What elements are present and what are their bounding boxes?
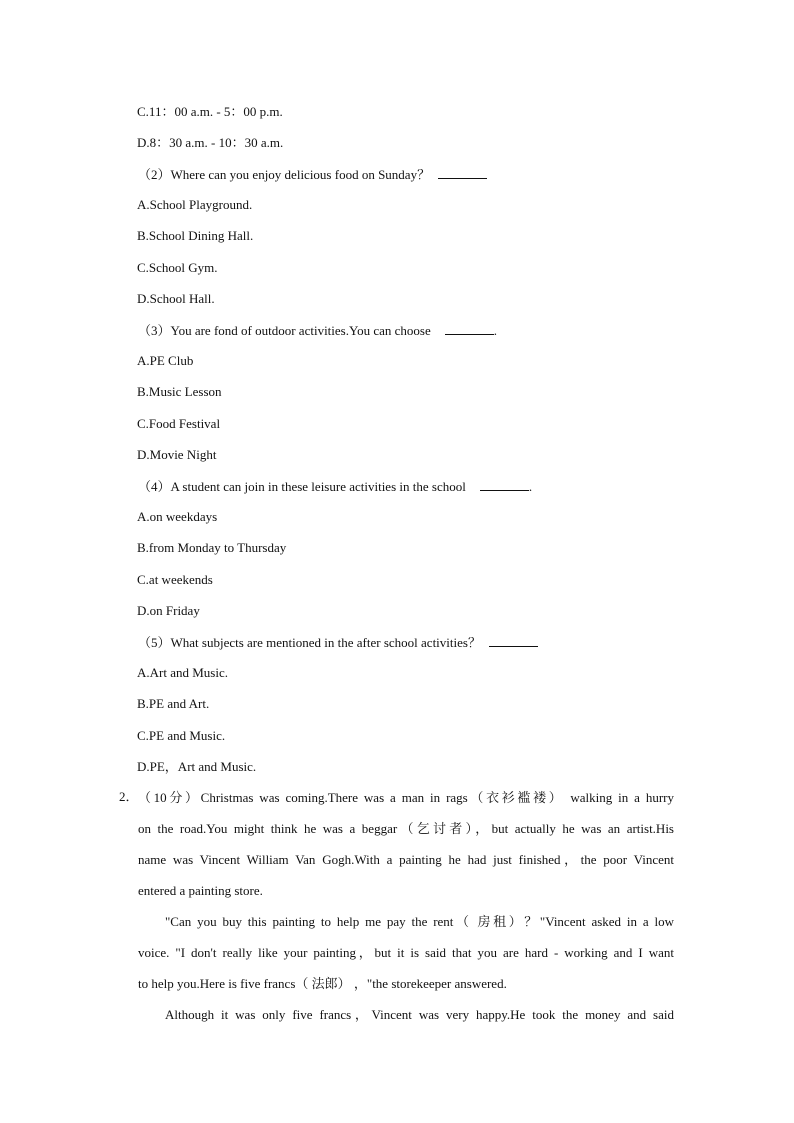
- q4-stem-text: （4）A student can join in these leisure activities in the school: [138, 479, 466, 494]
- q5-option-b: B.PE and Art.: [137, 696, 210, 711]
- reading-passage: [138, 782, 674, 1030]
- passage-line: "Can you buy this painting to help me pay the rent（ 房租）？"Vincent asked in a low: [165, 914, 674, 929]
- q5-option-c: C.PE and Music.: [137, 728, 226, 743]
- q2-answer-blank[interactable]: [438, 166, 487, 179]
- passage-line: name was Vincent William Van Gogh.With a painting he had just finished，the poor Vincent: [138, 852, 674, 867]
- q2-stem: [138, 166, 487, 182]
- q4-stem: [138, 478, 532, 494]
- passage-line: voice. "I don't really like your painting，but it is said that you are hard - working and I want: [138, 945, 674, 960]
- q2-stem-text: （2）Where can you enjoy delicious food on Sunday？: [138, 167, 431, 182]
- q5-answer-blank[interactable]: [489, 634, 538, 647]
- passage-line: （10分）Christmas was coming.There was a man in rags（衣衫褴褛） walking in a hurry: [138, 790, 674, 805]
- q2-option-c: C.School Gym.: [137, 260, 218, 275]
- q3-option-c: C.Food Festival: [137, 416, 221, 431]
- q5-option-d: D.PE，Art and Music.: [137, 759, 257, 774]
- question-number: 2．: [119, 789, 139, 804]
- q5-stem-text: （5）What subjects are mentioned in the after school activities？: [138, 635, 481, 650]
- q4-option-a: A.on weekdays: [137, 509, 218, 524]
- q3-stem-tail: .: [493, 323, 497, 338]
- q4-answer-blank[interactable]: [480, 478, 529, 491]
- passage-line: entered a painting store.: [138, 883, 263, 898]
- q1-option-c: C.11：00 a.m. - 5：00 p.m.: [137, 104, 283, 119]
- q5-stem: [138, 634, 538, 650]
- passage-line: to help you.Here is five francs（ 法郎） ，"the storekeeper answered.: [138, 976, 507, 991]
- q3-answer-blank[interactable]: [445, 322, 494, 335]
- q4-option-d: D.on Friday: [137, 603, 200, 618]
- q2-option-a: A.School Playground.: [137, 197, 253, 212]
- q3-stem: [138, 322, 497, 338]
- q5-option-a: A.Art and Music.: [137, 665, 228, 680]
- q4-option-b: B.from Monday to Thursday: [137, 540, 287, 555]
- q3-option-a: A.PE Club: [137, 353, 194, 368]
- q4-option-c: C.at weekends: [137, 572, 213, 587]
- q2-option-d: D.School Hall.: [137, 291, 215, 306]
- q2-option-b: B.School Dining Hall.: [137, 228, 254, 243]
- q3-option-b: B.Music Lesson: [137, 384, 222, 399]
- q3-stem-text: （3）You are fond of outdoor activities.You can choose: [138, 323, 431, 338]
- q4-stem-tail: .: [528, 479, 533, 494]
- q1-option-d: D.8：30 a.m. - 10：30 a.m.: [137, 135, 284, 150]
- passage-line: on the road.You might think he was a beggar（乞讨者），but actually he was an artist.His: [138, 821, 674, 836]
- q3-option-d: D.Movie Night: [137, 447, 217, 462]
- passage-line: Although it was only five francs，Vincent was very happy.He took the money and said: [165, 1007, 674, 1022]
